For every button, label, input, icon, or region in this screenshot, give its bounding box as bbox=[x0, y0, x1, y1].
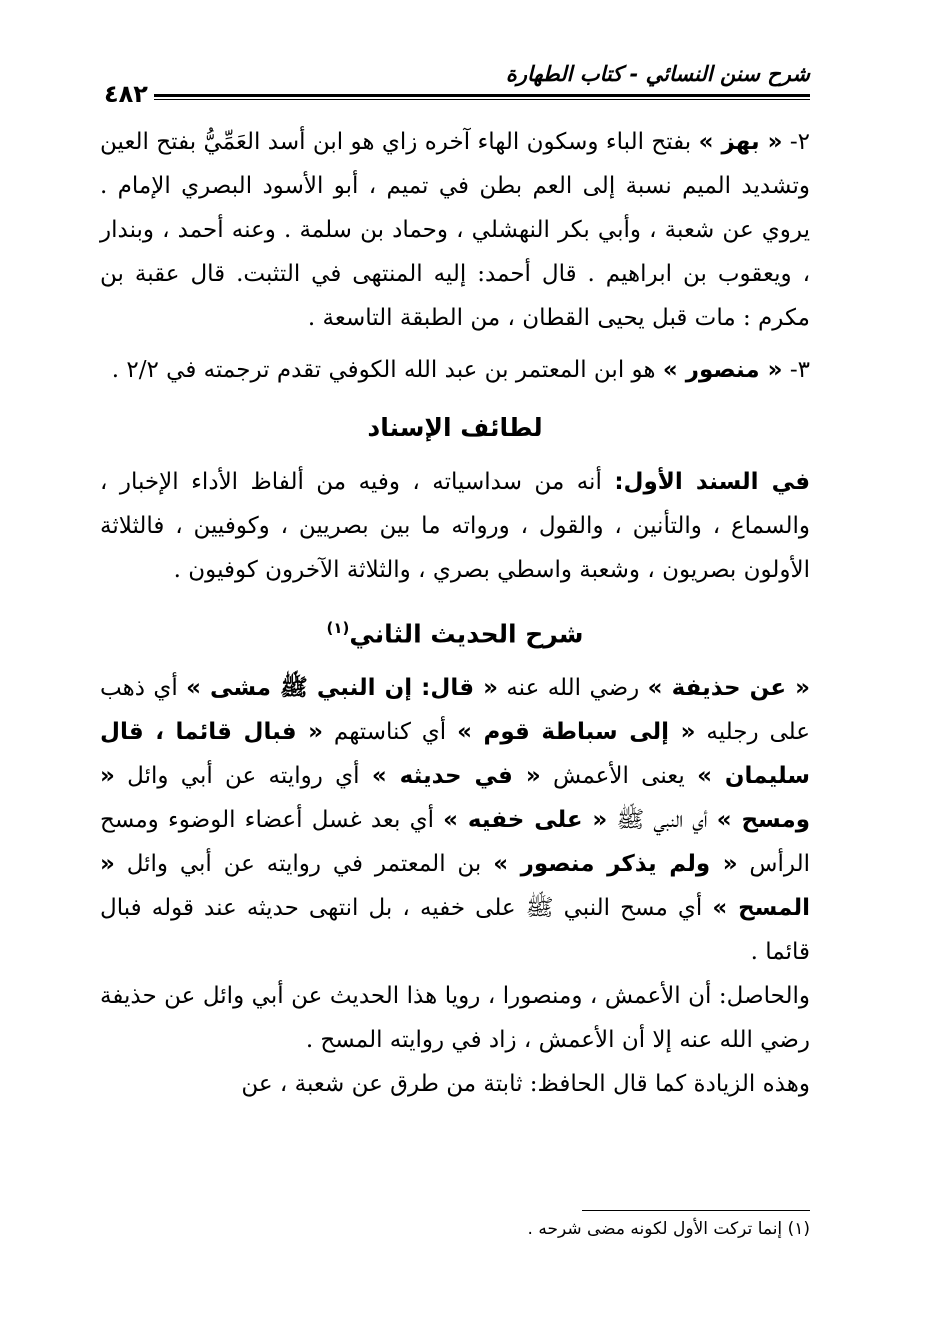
commentary-text: أي بعد غسل أعضاء الوضوء ومسح الرأس bbox=[100, 807, 810, 878]
lataif-lead: في السند الأول: bbox=[614, 469, 811, 495]
commentary-text: أي ذهب على رجليه bbox=[100, 675, 810, 746]
narrator-name: « منصور » bbox=[662, 357, 783, 383]
footnote-number: (١) bbox=[787, 1219, 810, 1239]
quoted-hadith-text: « على خفيه » bbox=[443, 807, 608, 834]
quoted-hadith-text: « عن حذيفة » bbox=[647, 675, 811, 702]
narrator-name: « بهز » bbox=[698, 129, 783, 155]
narrator-3-paragraph bbox=[100, 348, 810, 392]
footnote-text: إنما تركت الأول لكونه مضى شرحه . bbox=[527, 1219, 783, 1239]
quoted-hadith-text: « ومسح » bbox=[100, 763, 810, 834]
commentary-text: أي النبي ﷺ bbox=[607, 807, 717, 834]
commentary-text: يعنى الأعمش bbox=[540, 763, 698, 790]
quoted-hadith-text: « في حديثه » bbox=[371, 763, 541, 790]
footnote-ref: (١) bbox=[326, 619, 350, 637]
narrator-number: ٣- bbox=[789, 357, 810, 383]
footnote bbox=[410, 1216, 810, 1242]
footnote-rule bbox=[582, 1210, 810, 1211]
page-number: ٤٨٢ bbox=[100, 80, 154, 108]
sharh-paragraph-2: والحاصل: أن الأعمش ، ومنصورا ، رويا هذا الحديث عن أبي وائل عن حذيفة رضي الله عنه إلا أن الأعمش ، زاد في روايته المسح . bbox=[100, 983, 810, 1054]
sharh-heading bbox=[100, 606, 810, 656]
narrator-2-paragraph bbox=[100, 120, 810, 340]
page-header bbox=[100, 60, 810, 108]
header-rule-thin bbox=[100, 99, 810, 100]
quoted-hadith-text: « إلى سباطة قوم » bbox=[457, 719, 696, 746]
narrator-text: بفتح الباء وسكون الهاء آخره زاي هو ابن أسد العَمِّيُّ بفتح العين وتشديد الميم نسبة إلى العم بطن في تميم ، أبو الأسود البصري الإمام . يروي عن شعبة ، وأبي بكر النهشلي ، وحماد بن سلمة . وعنه أحمد ، وبندار ، ويعقوب بن ابراهيم . قال أحمد: إليه المنتهى في التثبت. قال عقبة بن مكرم : مات قبل يحيى القطان ، من الطبقة التاسعة . bbox=[100, 129, 810, 331]
quoted-hadith-text: « قال: إن النبي ﷺ مشى » bbox=[186, 675, 498, 702]
commentary-text: أي مسح النبي ﷺ على خفيه ، بل انتهى حديثه عند قوله فبال قائما . bbox=[100, 895, 810, 966]
page-body bbox=[100, 120, 810, 1106]
lataif-text: أنه من سداسياته ، وفيه من ألفاظ الأداء الإخبار ، والسماع ، والتأنين ، والقول ، ورواته ما بين بصريين ، وكوفيين ، فالثلاثة الأولون بصريون ، وشعبة واسطي بصري ، والثلاثة الآخرون كوفيون . bbox=[100, 469, 810, 583]
commentary-text: بن المعتمر في روايته عن أبي وائل bbox=[114, 851, 494, 878]
sharh-paragraph-1 bbox=[100, 666, 810, 974]
commentary-text: رضي الله عنه bbox=[497, 675, 648, 702]
running-title: شرح سنن النسائي - كتاب الطهارة bbox=[505, 62, 810, 86]
lataif-paragraph bbox=[100, 460, 810, 592]
commentary-text: أي كناستهم bbox=[323, 719, 458, 746]
commentary-text: أي روايته عن أبي وائل bbox=[114, 763, 372, 790]
sharh-paragraph-3: وهذه الزيادة كما قال الحافظ: ثابتة من طرق عن شعبة ، عن bbox=[241, 1071, 810, 1098]
sharh-heading-text: شرح الحديث الثاني bbox=[349, 619, 584, 649]
lataif-heading: لطائف الإسناد bbox=[367, 413, 543, 442]
quoted-hadith-text: « فبال قائما ، قال سليمان » bbox=[100, 719, 810, 790]
quoted-hadith-text: « ولم يذكر منصور » bbox=[493, 851, 738, 878]
narrator-number: ٢- bbox=[789, 129, 811, 155]
quoted-hadith-text: « المسح » bbox=[100, 851, 810, 922]
narrator-text: هو ابن المعتمر بن عبد الله الكوفي تقدم ترجمته في ٢/٢ . bbox=[111, 357, 656, 383]
header-rule bbox=[100, 94, 810, 97]
